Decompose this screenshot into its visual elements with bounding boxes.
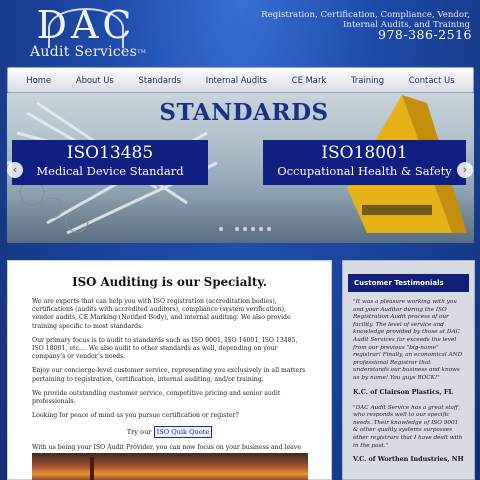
header-tagline: Registration, Certification, Compliance, Vendor, Internal Audits, and Training <box>261 10 470 30</box>
company-logo[interactable] <box>30 3 147 62</box>
testimonial-author: V.C. of Worthen Industries, NH <box>353 455 464 464</box>
header-phone[interactable]: 978-386-2516 <box>378 27 472 42</box>
iso18001-code: ISO18001 <box>321 143 408 163</box>
slide-iso18001-banner[interactable] <box>263 140 466 185</box>
main-content <box>7 260 332 480</box>
testimonials-sidebar <box>342 260 475 480</box>
intro-paragraph: We are experts that can help you with ISO registration (accreditation bodies), certifications (audits with accredited auditors), compliance (system verification), vendor audits, CE Marking (Notified Body), and internal auditing. We also provide training specific to most standards. <box>32 298 291 330</box>
try-our-label: Try our <box>126 428 152 437</box>
slider-dot-5[interactable] <box>251 227 255 231</box>
slider-dot-2[interactable] <box>227 227 231 231</box>
slider-prev-icon[interactable]: ‹ <box>7 162 23 178</box>
logo-subtitle-text: Audit Services <box>30 44 138 60</box>
testimonials-heading: Customer Testimonials <box>348 274 469 292</box>
slider-dot-1[interactable] <box>219 227 223 231</box>
testimonial-quote: "It was a pleasure working with you and your Auditor during the ISO Registration Audit process of our facility. The level of service and knowledge provided by those at DAC Audit Services far exceeds the level from our previous "big-name" registrar! Finally, an economical AND professional Registrar that understands our business and knows us by name! You guys ROCK!" <box>353 299 463 381</box>
focus-paragraph: Our primary focus is to audit to standards such as ISO 9001, ISO 14001, ISO 13485, ISO 18001, etc.... We also audit to other standards as well, depending on your company’s or vendor’s needs. <box>32 336 298 361</box>
main-navigation <box>7 67 474 93</box>
main-heading: ISO Auditing is our Specialty. <box>72 275 267 289</box>
peace-of-mind-paragraph: Looking for peace of mind as you pursue certification or register? <box>32 412 239 420</box>
service-paragraph: Enjoy our concierge-level customer service, representing you exclusively in all matters pertaining to registration, certification, internal auditing, and/or training. <box>32 367 306 383</box>
iso-quik-quote-link[interactable]: ISO Quik Quote <box>154 426 213 438</box>
slider-next-icon[interactable]: › <box>457 162 473 178</box>
nav-contact-us[interactable]: Contact Us <box>408 75 455 85</box>
quik-quote-row <box>32 426 307 438</box>
slider-dot-4[interactable] <box>243 227 247 231</box>
iso13485-name: Medical Device Standard <box>36 164 184 178</box>
nav-ce-mark[interactable]: CE Mark <box>291 75 327 85</box>
testimonial-quote: "DAC Audit Service has a great staff, who responds well to our specific needs. Their knowledge of ISO 9001 & other quality systems surpasses other registrars that I have dealt with in the past." <box>353 404 463 449</box>
nav-about-us[interactable]: About Us <box>75 75 114 85</box>
slide-title: STANDARDS <box>159 99 329 126</box>
closing-paragraph: With us being your ISO Audit Provider, you can now focus on your business and leave <box>32 444 301 452</box>
bridge-photo <box>32 453 308 480</box>
testimonial-author: K.C. of Clairson Plastics, FL <box>353 387 453 396</box>
nav-standards[interactable]: Standards <box>138 75 181 85</box>
nav-internal-audits[interactable]: Internal Audits <box>205 75 268 85</box>
slider-pagination <box>219 227 271 231</box>
slide-iso13485-banner[interactable] <box>12 140 208 185</box>
iso13485-code: ISO13485 <box>66 143 154 163</box>
pricing-paragraph: We provide outstanding customer service, competitive pricing and senior audit professionals. <box>32 389 281 406</box>
logo-trademark: TM <box>137 49 147 55</box>
nav-training[interactable]: Training <box>350 75 385 85</box>
standards-slider <box>7 93 474 243</box>
slider-dot-3[interactable] <box>235 227 239 231</box>
iso18001-name: Occupational Health & Safety <box>277 164 452 178</box>
slider-dot-6[interactable] <box>259 227 263 231</box>
bridge-tower-shape <box>90 457 94 480</box>
nav-home[interactable]: Home <box>26 75 52 85</box>
slider-dot-7[interactable] <box>267 227 271 231</box>
logo-main-text: DAC <box>36 3 136 47</box>
site-header <box>0 0 480 68</box>
